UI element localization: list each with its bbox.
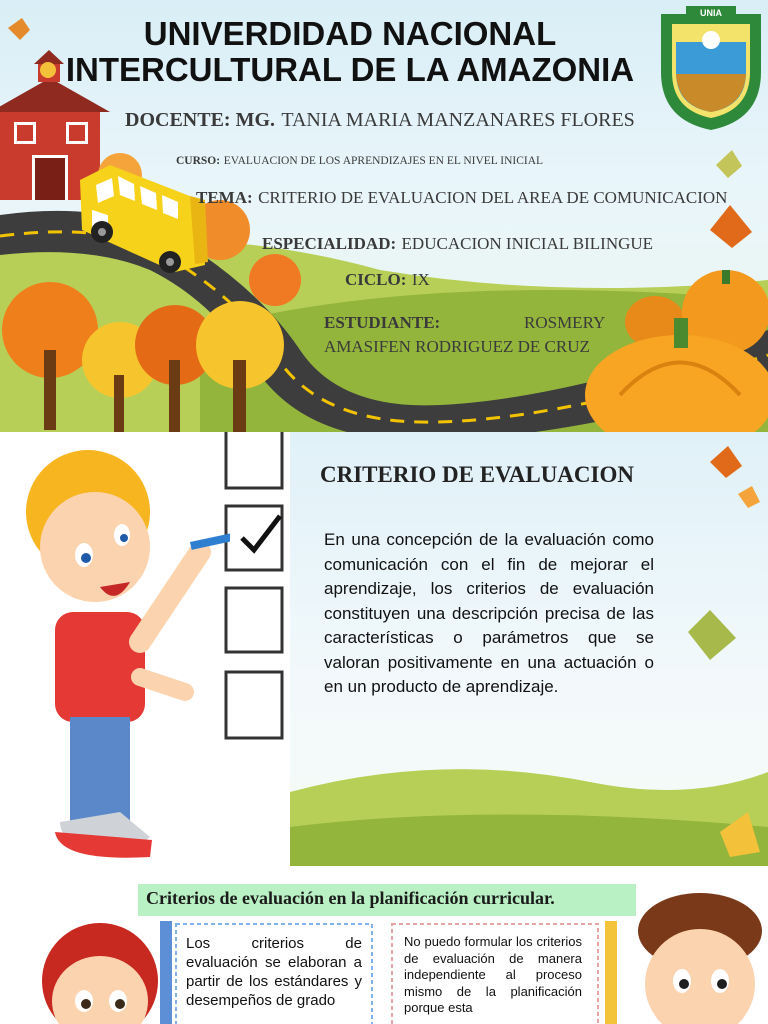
docente-value: TANIA MARIA MANZANARES FLORES xyxy=(281,109,635,131)
ciclo-label: CICLO: xyxy=(345,270,407,289)
estudiante-label-row xyxy=(324,313,440,333)
ciclo-row xyxy=(345,270,430,290)
criteria-paragraph: En una concepción de la evaluación como comunicación con el fin de mejorar el aprendizaje, los criterios de evaluación constituyen una descripción precisa de las características o parámetros que se valoran positivamente en una actuación o en un producto de aprendizaje. xyxy=(324,530,654,696)
university-title: UNIVERDIDAD NACIONAL INTERCULTURAL DE LA AMAZONIA xyxy=(65,15,635,88)
leaf-icon xyxy=(710,205,752,248)
ciclo-value: IX xyxy=(411,270,430,289)
leaf-icon xyxy=(716,150,742,178)
especialidad-row xyxy=(262,234,653,254)
checklist-illustration xyxy=(220,432,290,752)
docente-row xyxy=(125,107,635,132)
leaf-icon xyxy=(8,18,30,40)
tema-label: TEMA: xyxy=(196,188,253,207)
leaf-icon xyxy=(710,446,742,478)
estudiante-value-line2: AMASIFEN RODRIGUEZ DE CRUZ xyxy=(324,337,590,356)
leaf-icon xyxy=(738,486,760,508)
curso-value: EVALUACION DE LOS APRENDIZAJES EN EL NIVEL INICIAL xyxy=(223,155,544,167)
especialidad-value: EDUCACION INICIAL BILINGUE xyxy=(401,234,654,253)
leaf-icon xyxy=(688,610,736,660)
estudiante-label: ESTUDIANTE: xyxy=(324,313,441,332)
boy-writing-illustration xyxy=(0,432,230,866)
svg-text:UNIA: UNIA xyxy=(700,8,722,18)
planning-slide xyxy=(0,866,768,1024)
especialidad-label: ESPECIALIDAD: xyxy=(262,234,397,253)
criteria-title: CRITERIO DE EVALUACION xyxy=(320,462,634,487)
planning-title-bar xyxy=(138,884,636,916)
right-card-text: No puedo formular los criterios de evaluación de manera independiente al proceso mismo de la planificación porque esta xyxy=(404,934,582,1015)
docente-label: DOCENTE: MG. xyxy=(125,109,275,131)
tema-value: CRITERIO DE EVALUACION DEL AREA DE COMUNICACION xyxy=(258,188,728,207)
tema-row xyxy=(196,188,727,208)
cover-slide xyxy=(0,0,768,432)
planning-title: Criterios de evaluación en la planificación curricular. xyxy=(146,888,555,908)
criteria-slide xyxy=(0,432,768,866)
curso-label: CURSO: xyxy=(176,155,221,167)
curso-row xyxy=(176,153,543,167)
estudiante-value-line1: ROSMERY xyxy=(524,313,606,332)
left-card-text: Los criterios de evaluación se elaboran a partir de los estándares y desempeños de grado xyxy=(186,935,362,1009)
university-logo xyxy=(656,2,766,132)
